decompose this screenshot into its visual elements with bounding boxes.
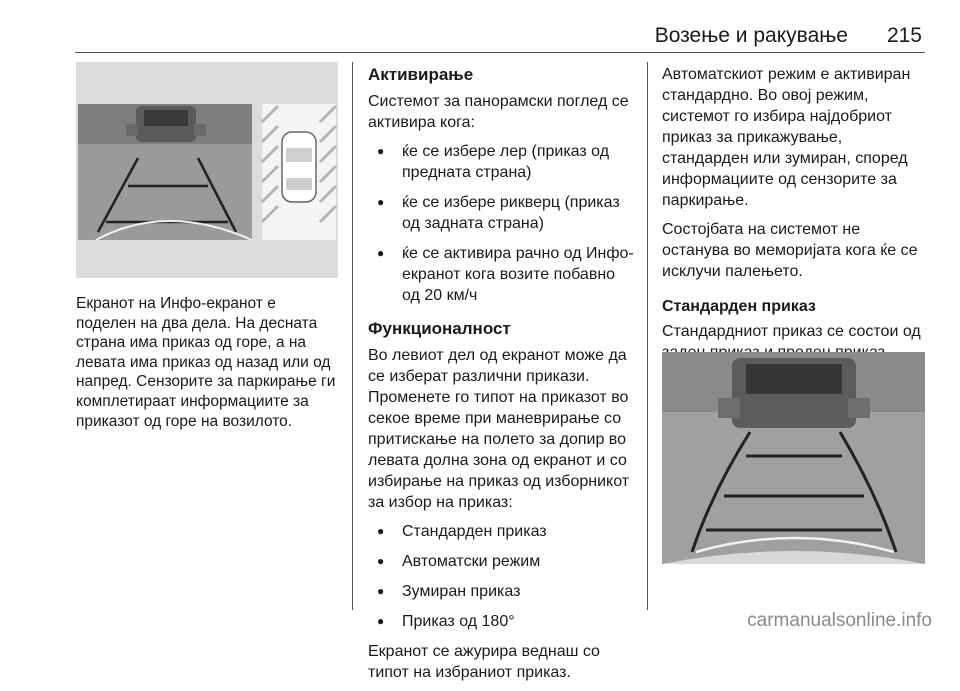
auto-mode-text: Автоматскиот режим е активиран стандардно. Во овој режим, системот го избира најдобриот приказ за прикажување, стандарден или зумиран, според информациите од сензорите за паркирање. xyxy=(662,66,911,209)
split-view-svg xyxy=(76,62,338,278)
functionality-text: Во левиот дел од екранот може да се изберат различни прикази. Променете го типот на приказот во секое време при маневрирање со притискање на полето за допир во левата долна зона од екранот и со избирање на приказ од изборникот за избор на приказ: xyxy=(368,347,630,511)
state-text: Состојбата на системот не останува во меморијата кога ќе се исклучи палењето. xyxy=(662,221,918,280)
standard-view-text: Стандардниот приказ се состои од xyxy=(662,323,921,340)
list-item: ● ќе се избере лер (приказ од предната страна) xyxy=(368,141,634,183)
chapter-title: Возење и ракување xyxy=(654,24,848,47)
activation-heading: Активирање xyxy=(368,65,474,84)
activation-list xyxy=(368,141,634,306)
view-list xyxy=(368,521,634,632)
column-divider-left xyxy=(352,62,353,610)
split-view-illustration xyxy=(76,62,338,278)
standard-view-heading: Стандарден приказ xyxy=(662,298,816,315)
header-divider xyxy=(75,52,925,53)
list-item: ● Стандарден приказ xyxy=(368,521,634,542)
functionality-heading: Функционалност xyxy=(368,319,511,338)
rear-view-svg xyxy=(662,352,925,564)
list-item: ● ќе се избере рикверц (приказ од задната страна) xyxy=(368,192,634,234)
functionality-footer: Екранот се ажурира веднаш со типот на избраниот приказ. xyxy=(368,643,600,681)
rear-view-illustration xyxy=(662,352,925,564)
figure-caption: Екранот на Инфо-екранот е поделен на два дела. На десната страна има приказ од горе, а на левата има приказ од назад или од напред. Сензорите за паркирање ги комплетираат информациите за приказот од горе на возилото. xyxy=(76,295,336,430)
page-header xyxy=(0,0,960,50)
middle-column xyxy=(368,64,634,691)
activation-intro: Системот за панорамски поглед се активира кога: xyxy=(368,93,629,131)
list-item: ● Автоматски режим xyxy=(368,551,634,572)
page-number: 215 xyxy=(886,24,922,47)
watermark: carmanualsonline.info xyxy=(747,610,932,631)
list-item: ● Приказ од 180° xyxy=(368,611,634,632)
right-column xyxy=(662,64,928,396)
column-divider-right xyxy=(647,62,648,610)
list-item: ● Зумиран приказ xyxy=(368,581,634,602)
list-item: ● ќе се активира рачно од Инфо-екранот кога возите побавно од 20 км/ч xyxy=(368,243,634,306)
